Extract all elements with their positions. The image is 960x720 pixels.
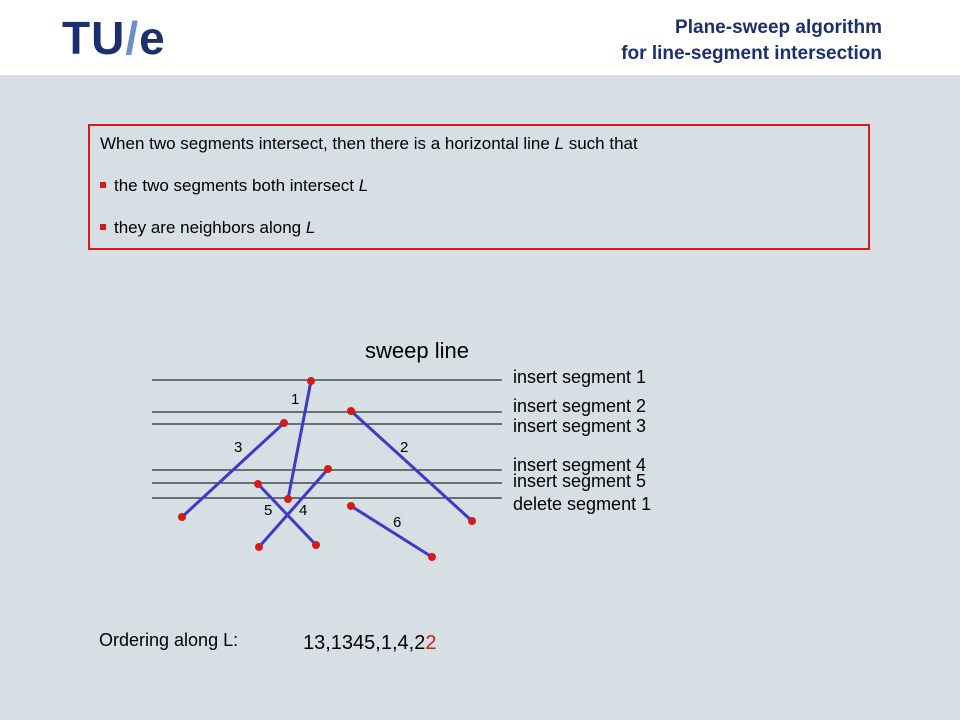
intro-post: such that <box>563 134 638 153</box>
bullet2-text: they are neighbors along <box>114 218 306 237</box>
endpoint <box>312 541 320 549</box>
endpoint <box>280 419 288 427</box>
ordering-value-black: 13,1345,1,4,2 <box>303 632 426 654</box>
event-label-5: insert segment 5 <box>513 471 647 491</box>
endpoint <box>347 407 355 415</box>
intro-pre: When two segments intersect, then there is a horizontal line <box>100 134 555 153</box>
event-label-3: insert segment 3 <box>513 416 647 436</box>
endpoint <box>178 513 186 521</box>
bullet1-text: the two segments both intersect <box>114 176 359 195</box>
endpoint <box>255 543 263 551</box>
logo-slash: / <box>125 12 140 64</box>
bullet2-var: L <box>305 218 316 237</box>
event-label-1: insert segment 1 <box>513 367 647 387</box>
event-label-4: insert segment 4 <box>513 455 647 475</box>
endpoint <box>254 480 262 488</box>
bullet1-var: L <box>358 176 369 195</box>
segment-label-2: 2 <box>400 439 409 456</box>
endpoint <box>347 502 355 510</box>
segment-6 <box>351 506 432 557</box>
endpoint <box>307 377 315 385</box>
intro-var: L <box>554 134 564 153</box>
segment-label-6: 6 <box>393 514 402 531</box>
segment-label-5: 5 <box>264 502 273 519</box>
ordering-label: Ordering along L: <box>99 630 239 650</box>
segment-label-1: 1 <box>291 391 300 408</box>
event-label-2: insert segment 2 <box>513 396 647 416</box>
endpoint <box>284 495 292 503</box>
ordering-value <box>303 632 436 655</box>
ordering-value-red: 2 <box>425 632 437 654</box>
endpoint <box>468 517 476 525</box>
endpoint <box>428 553 436 561</box>
sweep-line-title: sweep line <box>365 338 469 363</box>
title-line-2: for line-segment intersection <box>621 43 882 64</box>
event-label-6: delete segment 1 <box>513 494 652 514</box>
title-line-1: Plane-sweep algorithm <box>675 17 882 38</box>
segment-2 <box>351 411 472 521</box>
segment-label-4: 4 <box>299 502 308 519</box>
logo-end: e <box>139 12 166 64</box>
segment-label-3: 3 <box>234 439 243 456</box>
endpoint <box>324 465 332 473</box>
logo-main: TU <box>62 12 126 64</box>
